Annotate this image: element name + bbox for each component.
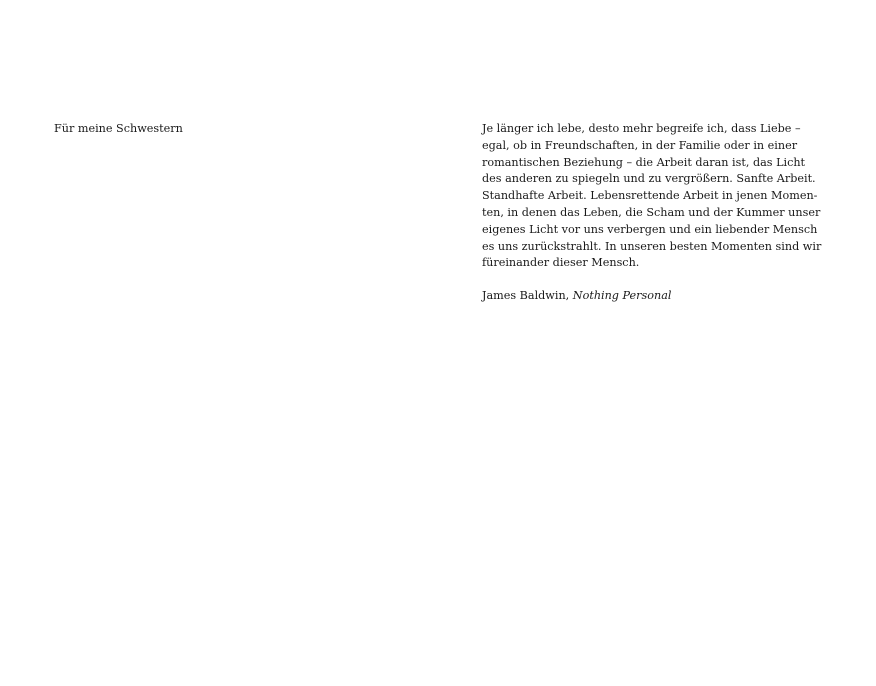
dedication: Für meine Schwestern bbox=[54, 122, 183, 135]
epigraph-line: eigenes Licht vor uns verbergen und ein liebender Mensch bbox=[482, 222, 818, 236]
epigraph-attribution bbox=[482, 288, 671, 305]
epigraph-quote bbox=[482, 121, 822, 272]
epigraph-line: des anderen zu spiegeln und zu vergrößern. Sanfte Arbeit. bbox=[482, 172, 816, 186]
epigraph-line: füreinander dieser Mensch. bbox=[482, 256, 640, 270]
epigraph-line: es uns zurückstrahlt. In unseren besten Momenten sind wir bbox=[482, 239, 822, 253]
epigraph-line: Je länger ich lebe, desto mehr begreife ich, dass Liebe – bbox=[482, 122, 801, 135]
epigraph-line: romantischen Beziehung – die Arbeit daran ist, das Licht bbox=[482, 155, 806, 169]
epigraph-line: egal, ob in Freundschaften, in der Familie oder in einer bbox=[482, 138, 798, 152]
attribution-work-title: Nothing Personal bbox=[572, 289, 672, 302]
epigraph-line: ten, in denen das Leben, die Scham und der Kummer unser bbox=[482, 205, 821, 219]
epigraph-line: Standhafte Arbeit. Lebensrettende Arbeit in jenen Momen- bbox=[482, 189, 818, 203]
attribution-author: James Baldwin, bbox=[482, 289, 570, 302]
right-page bbox=[438, 0, 876, 686]
